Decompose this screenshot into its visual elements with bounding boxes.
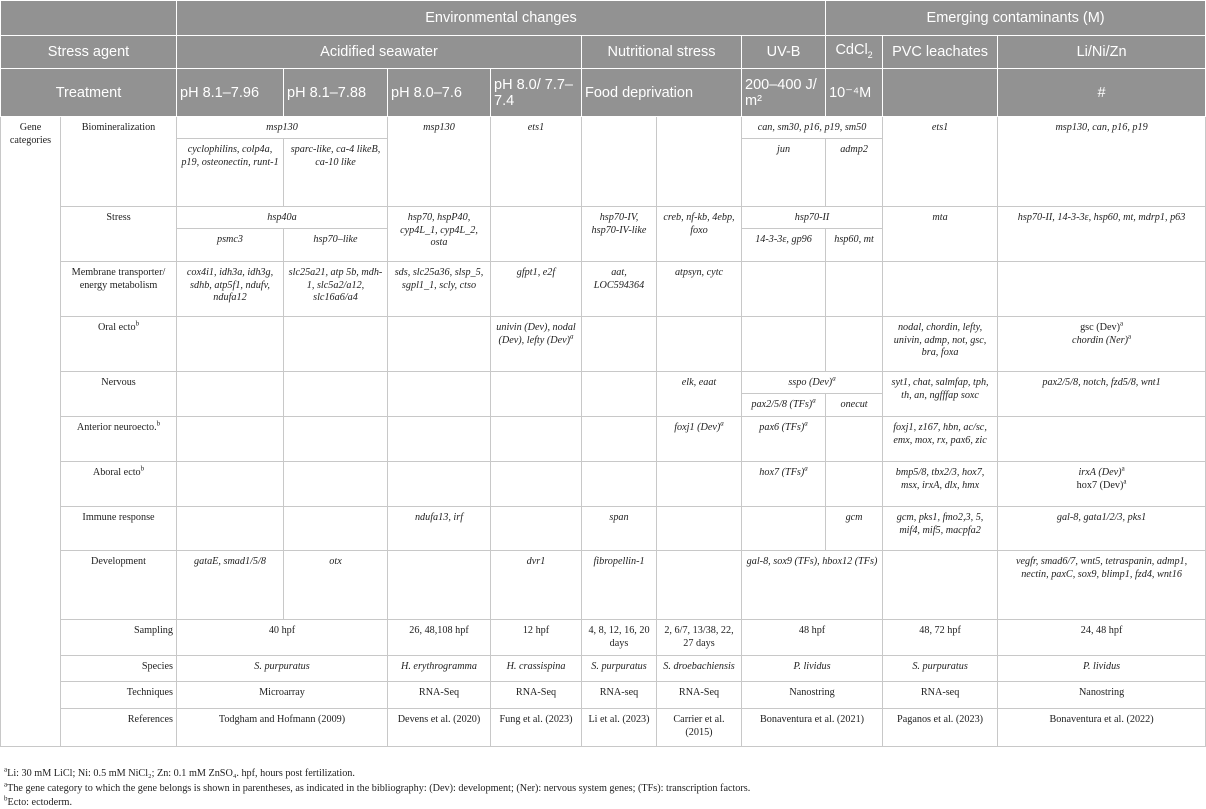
cell: gataE, smad1/5/8 (177, 551, 284, 620)
cell-empty (657, 507, 742, 551)
cell-empty (582, 317, 657, 372)
cell: Todgham and Hofmann (2009) (177, 709, 388, 747)
cell-empty (742, 262, 826, 317)
treat-4: pH 8.0/ 7.7–7.4 (491, 69, 582, 117)
cell-empty (177, 372, 284, 417)
cell: 4, 8, 12, 16, 20 days (582, 620, 657, 656)
cell: 24, 48 hpf (998, 620, 1206, 656)
cell-empty (284, 507, 388, 551)
row-label-tech: Techniques (61, 682, 177, 709)
cell-empty (284, 462, 388, 507)
treat-6: 200–400 J/ m² (742, 69, 826, 117)
cell: 2, 6/7, 13/38, 22, 27 days (657, 620, 742, 656)
cell: RNA-Seq (388, 682, 491, 709)
row-label-oral: Oral ecto$^b$ (61, 317, 177, 372)
cell: jun (742, 139, 826, 207)
cell-empty (284, 417, 388, 462)
cell: hsp70-IV, hsp70-IV-like (582, 207, 657, 262)
header-cdcl: CdCl$_2$ (826, 36, 883, 69)
cell: 40 hpf (177, 620, 388, 656)
cell: cyclophilins, colp4a, p19, osteonectin, runt-1 (177, 139, 284, 207)
treat-1: pH 8.1–7.96 (177, 69, 284, 117)
cell: can, sm30, p16, p19, sm50 (742, 117, 883, 139)
cell: 12 hpf (491, 620, 582, 656)
cell-empty (388, 372, 491, 417)
cell: mta (883, 207, 998, 262)
cell: elk, eaat (657, 372, 742, 417)
cell: Nanostring (998, 682, 1206, 709)
cell: Li et al. (2023) (582, 709, 657, 747)
cell-empty (388, 462, 491, 507)
treat-2: pH 8.1–7.88 (284, 69, 388, 117)
row-label-abo: Aboral ecto$^b$ (61, 462, 177, 507)
cell-empty (582, 462, 657, 507)
cell-empty (582, 117, 657, 207)
cell-empty (491, 417, 582, 462)
cell: Bonaventura et al. (2021) (742, 709, 883, 747)
cell-empty (388, 551, 491, 620)
cell: Carrier et al. (2015) (657, 709, 742, 747)
row-label-ref: References (61, 709, 177, 747)
cell: P. lividus (742, 656, 883, 682)
cell: dvr1 (491, 551, 582, 620)
cell: creb, nf-kb, 4ebp, foxo (657, 207, 742, 262)
cell: S. purpuratus (177, 656, 388, 682)
cell: RNA-seq (582, 682, 657, 709)
cell: 14-3-3ε, gp96 (742, 229, 826, 262)
cell-empty (491, 462, 582, 507)
cell: aat, LOC594364 (582, 262, 657, 317)
cell: ndufa13, irf (388, 507, 491, 551)
cell-empty (742, 507, 826, 551)
cell: gsc (Dev)$^a$ chordin (Ner)$^a$ (998, 317, 1206, 372)
cell: pax2/5/8, notch, fzd5/8, wnt1 (998, 372, 1206, 417)
row-label-dev: Development (61, 551, 177, 620)
treat-8: # (998, 69, 1206, 117)
header-blank (1, 1, 177, 36)
cell-empty (883, 262, 998, 317)
header-nutritional: Nutritional stress (582, 36, 742, 69)
cell: onecut (826, 394, 883, 417)
header-emerging: Emerging contaminants (M) (826, 1, 1206, 36)
cell-empty (284, 317, 388, 372)
cell: foxj1 (Dev)$^a$ (657, 417, 742, 462)
cell-empty (998, 417, 1206, 462)
cell: bmp5/8, tbx2/3, hox7, msx, irxA, dlx, hmx (883, 462, 998, 507)
cell-empty (657, 462, 742, 507)
cell-empty (177, 462, 284, 507)
treat-5: Food deprivation (582, 69, 742, 117)
header-treatment: Treatment (1, 69, 177, 117)
cell: ets1 (883, 117, 998, 207)
cell: hsp70-II, 14-3-3ε, hsp60, mt, mdrp1, p63 (998, 207, 1206, 262)
cell-empty (998, 262, 1206, 317)
cell-empty (826, 417, 883, 462)
cell: Devens et al. (2020) (388, 709, 491, 747)
cell: S. purpuratus (582, 656, 657, 682)
cell: Paganos et al. (2023) (883, 709, 998, 747)
cell: admp2 (826, 139, 883, 207)
cell-empty (177, 417, 284, 462)
cell: H. erythrogramma (388, 656, 491, 682)
treat-7: 10⁻⁴M (826, 69, 883, 117)
cell-empty (388, 317, 491, 372)
row-label-stress: Stress (61, 207, 177, 262)
cell: nodal, chordin, lefty, univin, admp, not, gsc, bra, foxa (883, 317, 998, 372)
row-label-samp: Sampling (61, 620, 177, 656)
cell: psmc3 (177, 229, 284, 262)
cell: Microarray (177, 682, 388, 709)
cell: S. purpuratus (883, 656, 998, 682)
cell: slc25a21, atp 5b, mdh-1, slc5a2/a12, slc16a6/a4 (284, 262, 388, 317)
cell-empty (582, 372, 657, 417)
header-lini: Li/Ni/Zn (998, 36, 1206, 69)
cell-empty (491, 372, 582, 417)
cell: Bonaventura et al. (2022) (998, 709, 1206, 747)
footnote-1: $^a$Li: 30 mM LiCl; Ni: 0.5 mM NiCl₂; Zn: 0.1 mM ZnSO₄. hpf, hours post fertilization. (4, 765, 355, 779)
cell: gcm (826, 507, 883, 551)
cell: Fung et al. (2023) (491, 709, 582, 747)
cell: atpsyn, cytc (657, 262, 742, 317)
header-env: Environmental changes (177, 1, 826, 36)
row-label-bio: Biomineralization (61, 117, 177, 207)
cell: hsp60, mt (826, 229, 883, 262)
cell-empty (491, 507, 582, 551)
row-label-nerv: Nervous (61, 372, 177, 417)
cell-empty (826, 317, 883, 372)
cell: ets1 (491, 117, 582, 207)
cell: RNA-Seq (657, 682, 742, 709)
cell-empty (388, 417, 491, 462)
cell: fibropellin-1 (582, 551, 657, 620)
treat-3: pH 8.0–7.6 (388, 69, 491, 117)
cell: hsp70, hspP40, cyp4L_1, cyp4L_2, osta (388, 207, 491, 262)
cell: pax2/5/8 (TFs)$^a$ (742, 394, 826, 417)
cell: gfpt1, e2f (491, 262, 582, 317)
cell: 48, 72 hpf (883, 620, 998, 656)
cell-empty (657, 551, 742, 620)
cell: H. crassispina (491, 656, 582, 682)
cell: msp130 (388, 117, 491, 207)
cell: Nanostring (742, 682, 883, 709)
cell: hsp40a (177, 207, 388, 229)
cell: msp130 (177, 117, 388, 139)
cell: sparc-like, ca-4 likeB, ca-10 like (284, 139, 388, 207)
cell: hox7 (TFs)$^a$ (742, 462, 826, 507)
cell-empty (826, 262, 883, 317)
footnote-3: $^b$Ecto: ectoderm. (4, 794, 72, 808)
row-label-imm: Immune response (61, 507, 177, 551)
cell: syt1, chat, salmfap, tph, th, an, ngfffap soxc (883, 372, 998, 417)
cell: sspo (Dev)$^a$ (742, 372, 883, 394)
header-uvb: UV-B (742, 36, 826, 69)
cell: otx (284, 551, 388, 620)
cell: univin (Dev), nodal (Dev), lefty (Dev)$^a$ (491, 317, 582, 372)
header-stress-agent: Stress agent (1, 36, 177, 69)
cell: sds, slc25a36, slsp_5, sgpl1_1, scly, ctso (388, 262, 491, 317)
cell: cox4i1, idh3a, idh3g, sdhb, atp5f1, ndufv, ndufa12 (177, 262, 284, 317)
row-label-spec: Species (61, 656, 177, 682)
cell: pax6 (TFs)$^a$ (742, 417, 826, 462)
cell: foxj1, z167, hbn, ac/sc, emx, mox, rx, pax6, zic (883, 417, 998, 462)
cell: gcm, pks1, fmo2,3, 5, mif4, mif5, macpfa2 (883, 507, 998, 551)
cell: RNA-seq (883, 682, 998, 709)
cell: 48 hpf (742, 620, 883, 656)
cell: gal-8, sox9 (TFs), hbox12 (TFs) (742, 551, 883, 620)
cell: irxA (Dev)$^a$ hox7 (Dev)$^a$ (998, 462, 1206, 507)
cell-empty (657, 317, 742, 372)
cell: gal-8, gata1/2/3, pks1 (998, 507, 1206, 551)
footnote-2: $^a$The gene category to which the gene belongs is shown in parentheses, as indicated in the bibliography: (Dev): development; (Ner): nervous system genes; (TFs): transcription factors. (4, 780, 751, 794)
row-label-ant: Anterior neuroecto.$^b$ (61, 417, 177, 462)
header-acidified: Acidified seawater (177, 36, 582, 69)
cell: hsp70-II (742, 207, 883, 229)
cell-empty (657, 117, 742, 207)
cell: hsp70–like (284, 229, 388, 262)
cell: P. lividus (998, 656, 1206, 682)
cell-empty (883, 551, 998, 620)
cell-empty (177, 507, 284, 551)
cell-empty (582, 417, 657, 462)
row-label-mem: Membrane transporter/ energy metabolism (61, 262, 177, 317)
cell-empty (177, 317, 284, 372)
cell: RNA-Seq (491, 682, 582, 709)
cell-empty (284, 372, 388, 417)
cell: S. droebachiensis (657, 656, 742, 682)
cell: 26, 48,108 hpf (388, 620, 491, 656)
cell-empty (491, 207, 582, 262)
cell: msp130, can, p16, p19 (998, 117, 1206, 207)
cell-empty (826, 462, 883, 507)
cell-empty (742, 317, 826, 372)
cell: span (582, 507, 657, 551)
cell: vegfr, smad6/7, wnt5, tetraspanin, admp1, nectin, paxC, sox9, blimp1, fzd4, wnt16 (998, 551, 1206, 620)
treat-pvc (883, 69, 998, 117)
header-pvc: PVC leachates (883, 36, 998, 69)
gene-categories-label: Gene categories (1, 117, 61, 747)
